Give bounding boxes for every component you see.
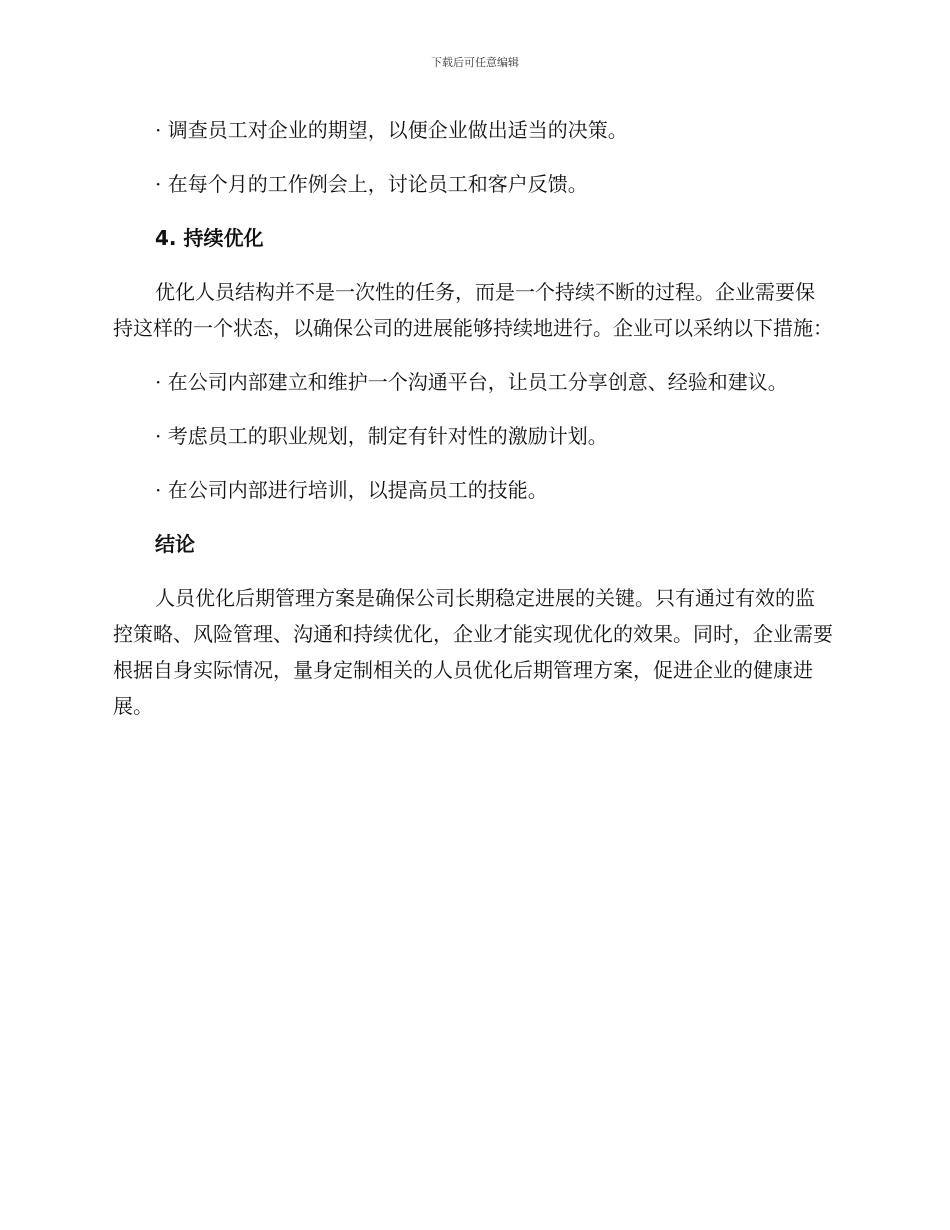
section-heading-conclusion: 结论: [155, 532, 195, 556]
section-heading-continuous-optimization: 4. 持续优化: [155, 226, 264, 250]
bullet-monthly-meeting: · 在每个月的工作例会上，讨论员工和客户反馈。: [155, 172, 588, 196]
bullet-communication-platform: · 在公司内部建立和维护一个沟通平台，让员工分享创意、经验和建议。: [155, 370, 788, 394]
paragraph-conclusion: 人员优化后期管理方案是确保公司长期稳定进展的关键。只有通过有效的监控策略、风险管理、沟通和持续优化，企业才能实现优化的效果。同时，企业需要根据自身实际情况，量身定制相关的人员优化后期管理方案，促进企业的健康进展。: [113, 586, 833, 718]
document-body: [113, 112, 833, 742]
bullet-career-planning: · 考虑员工的职业规划，制定有针对性的激励计划。: [155, 424, 608, 448]
paragraph-optimization-process: 优化人员结构并不是一次性的任务，而是一个持续不断的过程。企业需要保持这样的一个状态，以确保公司的进展能够持续地进行。企业可以采纳以下措施：: [113, 280, 833, 340]
page-header: 下载后可任意编辑: [431, 56, 519, 69]
bullet-survey-expectations: · 调查员工对企业的期望，以便企业做出适当的决策。: [155, 118, 628, 142]
bullet-training: · 在公司内部进行培训，以提高员工的技能。: [155, 478, 548, 502]
